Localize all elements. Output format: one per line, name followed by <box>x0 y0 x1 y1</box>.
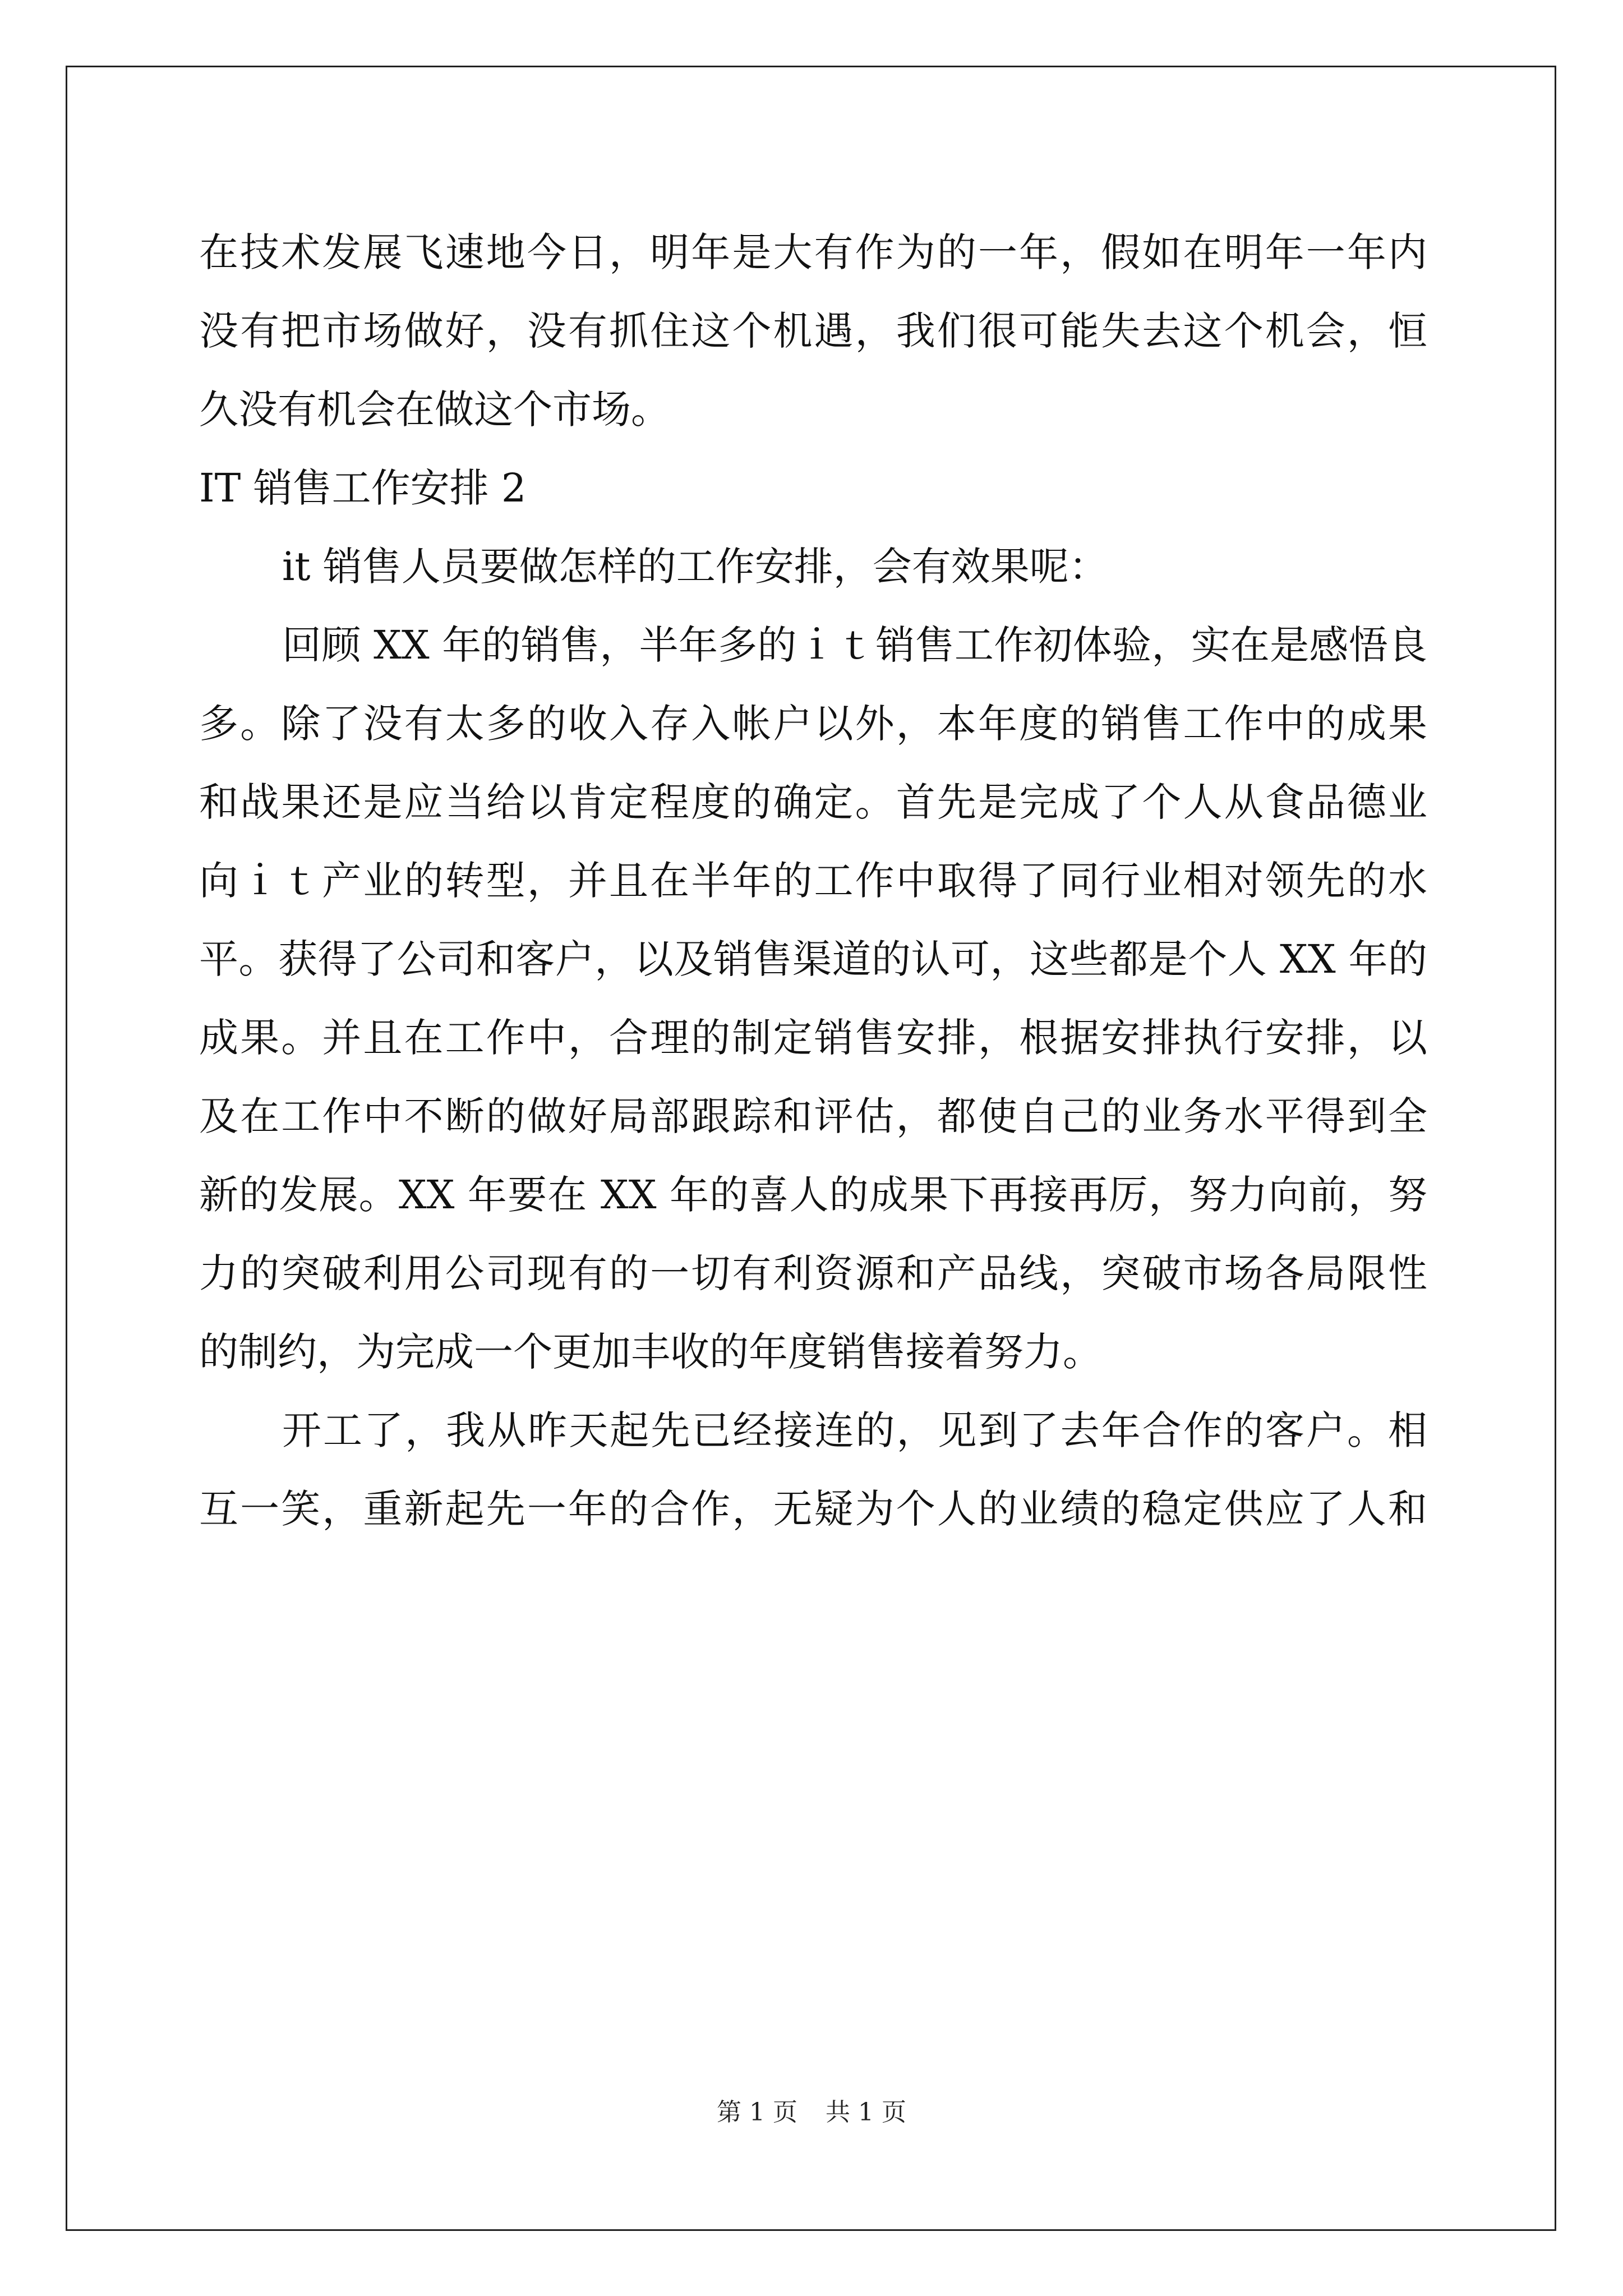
text-line: 成果。并且在工作中，合理的制定销售安排，根据安排执行安排，以 <box>199 1015 1427 1061</box>
text-line: 互一笑，重新起先一年的合作，无疑为个人的业绩的稳定供应了人和 <box>199 1486 1427 1532</box>
text-line: 力的突破利用公司现有的一切有利资源和产品线，突破市场各局限性 <box>199 1250 1427 1296</box>
text-line: 的制约，为完成一个更加丰收的年度销售接着努力。 <box>199 1329 1102 1375</box>
text-line: 向ｉｔ产业的转型，并且在半年的工作中取得了同行业相对领先的水 <box>199 858 1427 904</box>
text-line: 平。获得了公司和客户，以及销售渠道的认可，这些都是个人 XX 年的 <box>199 936 1427 982</box>
page-footer <box>0 2097 1623 2128</box>
section-heading <box>199 449 1427 527</box>
text-line: 没有把市场做好，没有抓住这个机遇，我们很可能失去这个机会，恒 <box>199 308 1427 354</box>
text-line: 多。除了没有太多的收入存入帐户以外，本年度的销售工作中的成果 <box>199 701 1427 747</box>
paragraph <box>199 1391 1427 1548</box>
text-line: 久没有机会在做这个市场。 <box>199 386 670 432</box>
text-line: 及在工作中不断的做好局部跟踪和评估，都使自己的业务水平得到全 <box>199 1093 1427 1139</box>
paragraph <box>199 606 1427 1391</box>
text-line: 新的发展。XX 年要在 XX 年的喜人的成果下再接再厉，努力向前，努 <box>199 1172 1427 1218</box>
text-line: 回顾 XX 年的销售，半年多的ｉｔ销售工作初体验，实在是感悟良 <box>282 622 1427 668</box>
document-body <box>199 213 1427 1548</box>
paragraph <box>199 213 1427 449</box>
text-line: 和战果还是应当给以肯定程度的确定。首先是完成了个人从食品德业 <box>199 779 1427 825</box>
text-line: it 销售人员要做怎样的工作安排，会有效果呢： <box>282 544 1108 590</box>
heading-text: IT 销售工作安排 2 <box>199 465 527 511</box>
text-line: 开工了，我从昨天起先已经接连的，见到了去年合作的客户。相 <box>282 1407 1427 1453</box>
page-number: 第 1 页 <box>717 2098 797 2127</box>
paragraph <box>199 527 1427 606</box>
page-total: 共 1 页 <box>826 2098 906 2127</box>
text-line: 在技术发展飞速地今日，明年是大有作为的一年，假如在明年一年内 <box>199 229 1427 275</box>
